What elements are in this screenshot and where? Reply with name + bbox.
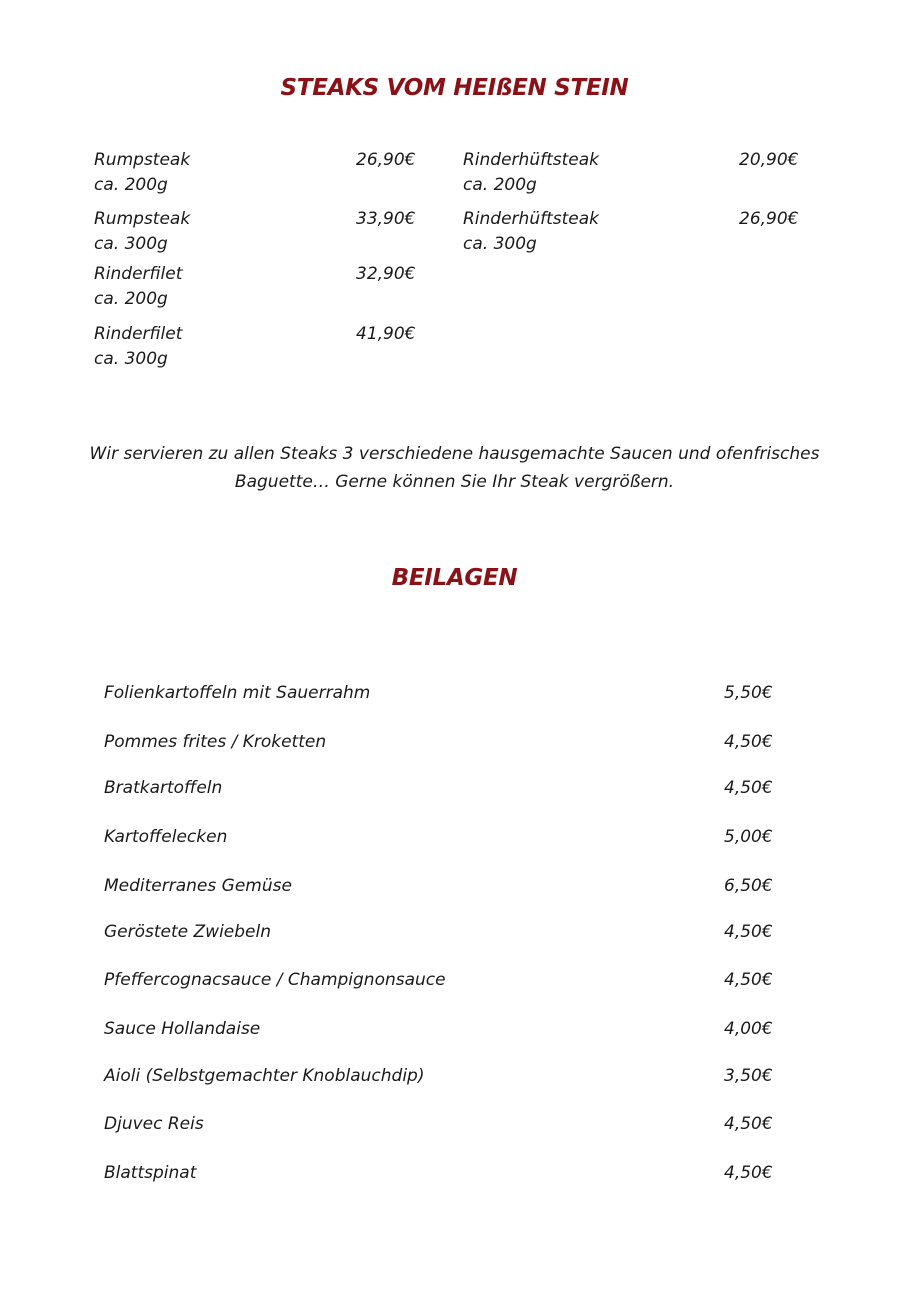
beilagen-heading: BEILAGEN bbox=[391, 565, 518, 591]
steak-weight: ca. 200g bbox=[463, 175, 537, 195]
steak-item bbox=[94, 207, 190, 257]
steak-price: 33,90€ bbox=[356, 209, 416, 229]
side-price: 4,50€ bbox=[724, 922, 773, 942]
steak-name: Rinderfilet bbox=[94, 324, 183, 344]
steak-weight: ca. 200g bbox=[94, 289, 168, 309]
side-name: Pommes frites / Kroketten bbox=[104, 732, 327, 752]
steaks-note bbox=[60, 440, 849, 496]
side-price: 4,50€ bbox=[724, 732, 773, 752]
steak-weight: ca. 200g bbox=[94, 175, 168, 195]
side-name: Blattspinat bbox=[104, 1163, 197, 1183]
steak-item bbox=[94, 322, 182, 372]
side-price: 3,50€ bbox=[724, 1066, 773, 1086]
note-line: Wir servieren zu allen Steaks 3 verschiedene hausgemachte Saucen und ofenfrisches bbox=[89, 444, 820, 464]
steak-price: 26,90€ bbox=[739, 209, 799, 229]
side-name: Pfeffercognacsauce / Champignonsauce bbox=[104, 970, 446, 990]
steak-item bbox=[463, 148, 599, 198]
steak-price: 41,90€ bbox=[356, 324, 416, 344]
steak-name: Rumpsteak bbox=[94, 150, 191, 170]
steak-price: 32,90€ bbox=[356, 264, 416, 284]
note-line: Baguette… Gerne können Sie Ihr Steak vergrößern. bbox=[234, 472, 675, 492]
steak-weight: ca. 300g bbox=[94, 349, 168, 369]
side-price: 4,50€ bbox=[724, 1114, 773, 1134]
side-name: Kartoffelecken bbox=[104, 827, 228, 847]
side-price: 4,50€ bbox=[724, 1163, 773, 1183]
side-name: Folienkartoffeln mit Sauerrahm bbox=[104, 683, 371, 703]
steak-weight: ca. 300g bbox=[94, 234, 168, 254]
side-price: 5,50€ bbox=[724, 683, 773, 703]
side-name: Mediterranes Gemüse bbox=[104, 876, 292, 896]
side-name: Geröstete Zwiebeln bbox=[104, 922, 272, 942]
steak-price: 26,90€ bbox=[356, 150, 416, 170]
steak-item bbox=[463, 207, 599, 257]
steak-name: Rumpsteak bbox=[94, 209, 191, 229]
steak-item bbox=[94, 262, 182, 312]
side-name: Bratkartoffeln bbox=[104, 778, 223, 798]
steak-name: Rinderhüftsteak bbox=[463, 150, 599, 170]
steak-weight: ca. 300g bbox=[463, 234, 537, 254]
steak-name: Rinderfilet bbox=[94, 264, 183, 284]
side-name: Djuvec Reis bbox=[104, 1114, 204, 1134]
steak-price: 20,90€ bbox=[739, 150, 799, 170]
side-name: Aioli (Selbstgemachter Knoblauchdip) bbox=[104, 1066, 425, 1086]
side-price: 4,50€ bbox=[724, 778, 773, 798]
steak-item bbox=[94, 148, 190, 198]
side-price: 4,50€ bbox=[724, 970, 773, 990]
side-price: 5,00€ bbox=[724, 827, 773, 847]
side-price: 4,00€ bbox=[724, 1019, 773, 1039]
steak-name: Rinderhüftsteak bbox=[463, 209, 599, 229]
side-price: 6,50€ bbox=[724, 876, 773, 896]
steaks-heading: STEAKS VOM HEIßEN STEIN bbox=[280, 75, 629, 101]
side-name: Sauce Hollandaise bbox=[104, 1019, 261, 1039]
